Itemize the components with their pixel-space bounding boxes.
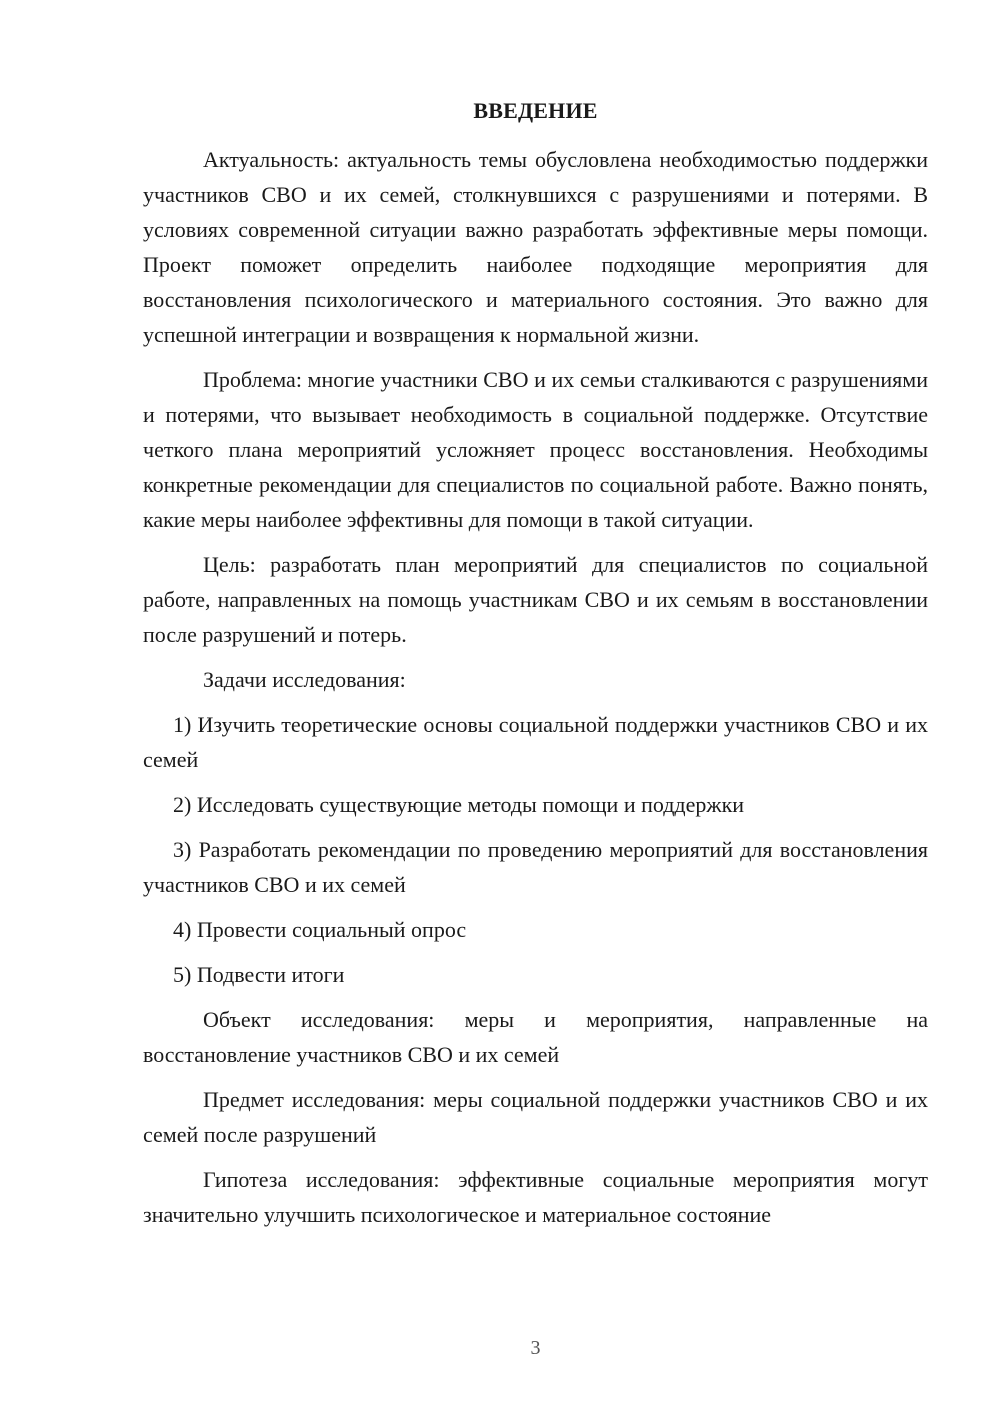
paragraph-relevance: Актуальность: актуальность темы обусловлена необходимостью поддержки участников СВО и их семей, столкнувшихся с разрушениями и потерями. В условиях современной ситуации важно разработать эффективные меры помощи. Проект поможет определить наиболее подходящие мероприятия для восстановления психологического и материального состояния. Это важно для успешной интеграции и возвращения к нормальной жизни. [143, 147, 928, 347]
paragraph-hypothesis: Гипотеза исследования: эффективные социальные мероприятия могут значительно улучшить психологическое и материальное состояние [143, 1167, 928, 1227]
task-item: 2) Исследовать существующие методы помощи и поддержки [173, 792, 745, 817]
task-item: 5) Подвести итоги [173, 962, 345, 987]
paragraph-problem: Проблема: многие участники СВО и их семьи сталкиваются с разрушениями и потерями, что вызывает необходимость в социальной поддержке. Отсутствие четкого плана мероприятий усложняет процесс восстановления. Необходимы конкретные рекомендации для специалистов по социальной работе. Важно понять, какие меры наиболее эффективны для помощи в такой ситуации. [143, 367, 928, 532]
task-item: 3) Разработать рекомендации по проведению мероприятий для восстановления участников СВО и их семей [143, 837, 928, 897]
task-item: 4) Провести социальный опрос [173, 917, 467, 942]
paragraph-goal: Цель: разработать план мероприятий для специалистов по социальной работе, направленных на помощь участникам СВО и их семьям в восстановлении после разрушений и потерь. [143, 552, 928, 647]
paragraph-subject: Предмет исследования: меры социальной поддержки участников СВО и их семей после разрушений [143, 1087, 928, 1147]
document-body [143, 142, 928, 1242]
paragraph-tasks-heading: Задачи исследования: [203, 667, 406, 692]
page-number: 3 [530, 1337, 541, 1359]
task-item: 1) Изучить теоретические основы социальной поддержки участников СВО и их семей [143, 712, 928, 772]
section-title: ВВЕДЕНИЕ [473, 98, 598, 123]
paragraph-object: Объект исследования: меры и мероприятия, направленные на восстановление участников СВО и их семей [143, 1007, 928, 1067]
